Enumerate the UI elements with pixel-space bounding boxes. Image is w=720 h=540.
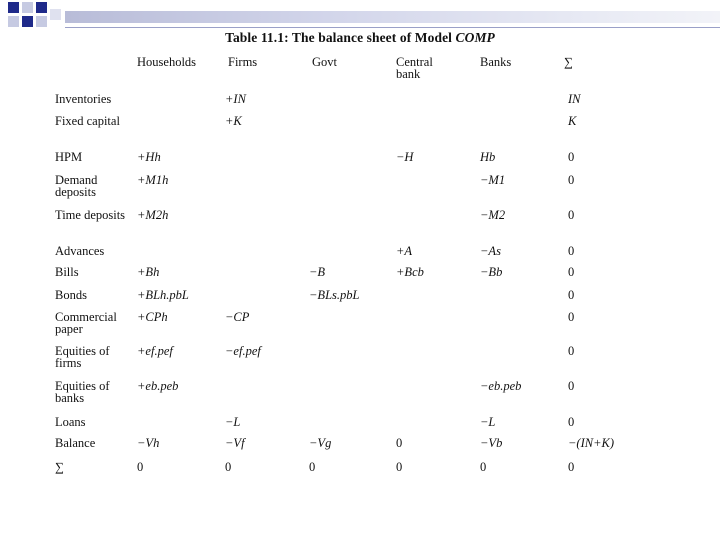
table-title-text: Table 11.1: The balance sheet of Model xyxy=(225,30,456,45)
row-label: Balance xyxy=(55,436,96,450)
table-cell: 0 xyxy=(568,379,575,393)
column-header: Firms xyxy=(228,55,258,69)
table-cell: −Vf xyxy=(225,436,245,450)
column-header: Banks xyxy=(480,55,512,69)
table-cell: 0 xyxy=(568,415,575,429)
column-header: Central bank xyxy=(396,55,433,81)
table-cell: −L xyxy=(225,415,241,429)
row-label: Demand deposits xyxy=(55,173,98,199)
header-square xyxy=(8,2,19,13)
row-label: Advances xyxy=(55,244,105,258)
row-label: HPM xyxy=(55,150,83,164)
table-cell: 0 xyxy=(568,265,575,279)
row-label: Commercial paper xyxy=(55,310,117,336)
table-cell: −Vh xyxy=(137,436,160,450)
table-cell: +ef.pef xyxy=(137,344,173,358)
table-cell: +eb.peb xyxy=(137,379,179,393)
header-square xyxy=(22,2,33,13)
table-cell: −CP xyxy=(225,310,250,324)
table-cell: IN xyxy=(568,92,581,106)
table-cell: −H xyxy=(396,150,414,164)
table-cell: +M1h xyxy=(137,173,169,187)
row-label: Equities of firms xyxy=(55,344,110,370)
row-label: Equities of banks xyxy=(55,379,110,405)
column-header: Govt xyxy=(312,55,337,69)
table-cell: −(IN+K) xyxy=(568,436,615,450)
row-label: Bonds xyxy=(55,288,87,302)
table-cell: 0 xyxy=(568,344,575,358)
table-cell: −As xyxy=(480,244,501,258)
table-cell: −B xyxy=(309,265,326,279)
row-label: Fixed capital xyxy=(55,114,120,128)
table-cell: −Bb xyxy=(480,265,503,279)
table-cell: +A xyxy=(396,244,413,258)
header-square xyxy=(22,16,33,27)
table-cell: −BLs.pbL xyxy=(309,288,360,302)
table-cell: −ef.pef xyxy=(225,344,261,358)
table-cell: −Vg xyxy=(309,436,332,450)
header-square xyxy=(36,2,47,13)
table-cell: 0 xyxy=(137,460,144,474)
table-cell: 0 xyxy=(568,288,575,302)
header-square xyxy=(8,16,19,27)
table-cell: −eb.peb xyxy=(480,379,522,393)
table-cell: +Bh xyxy=(137,265,160,279)
table-cell: Hb xyxy=(480,150,496,164)
table-cell: 0 xyxy=(568,244,575,258)
table-cell: 0 xyxy=(225,460,232,474)
table-title xyxy=(0,30,720,46)
table-cell: −Vb xyxy=(480,436,503,450)
header-rule xyxy=(65,27,720,28)
row-label: Inventories xyxy=(55,92,112,106)
row-label: Bills xyxy=(55,265,79,279)
row-label: Time deposits xyxy=(55,208,126,222)
table-cell: 0 xyxy=(309,460,316,474)
table-cell: +Hh xyxy=(137,150,161,164)
header-square xyxy=(36,16,47,27)
row-label: Loans xyxy=(55,415,86,429)
table-cell: +IN xyxy=(225,92,246,106)
table-cell: 0 xyxy=(396,436,403,450)
table-cell: +M2h xyxy=(137,208,169,222)
column-header: Households xyxy=(137,55,197,69)
column-header: ∑ xyxy=(564,55,573,69)
table-cell: 0 xyxy=(396,460,403,474)
header-square xyxy=(50,9,61,20)
header-gradient-band xyxy=(65,11,720,23)
table-cell: K xyxy=(568,114,577,128)
table-cell: 0 xyxy=(568,460,575,474)
table-cell: −M2 xyxy=(480,208,506,222)
table-cell: −L xyxy=(480,415,496,429)
table-title-model: COMP xyxy=(455,30,495,45)
table-cell: 0 xyxy=(568,310,575,324)
table-cell: 0 xyxy=(568,150,575,164)
table-cell: +BLh.pbL xyxy=(137,288,189,302)
table-cell: 0 xyxy=(568,208,575,222)
row-label: ∑ xyxy=(55,460,64,474)
table-cell: −M1 xyxy=(480,173,506,187)
table-cell: +K xyxy=(225,114,242,128)
table-cell: 0 xyxy=(480,460,487,474)
table-cell: +CPh xyxy=(137,310,168,324)
table-cell: +Bcb xyxy=(396,265,424,279)
table-cell: 0 xyxy=(568,173,575,187)
